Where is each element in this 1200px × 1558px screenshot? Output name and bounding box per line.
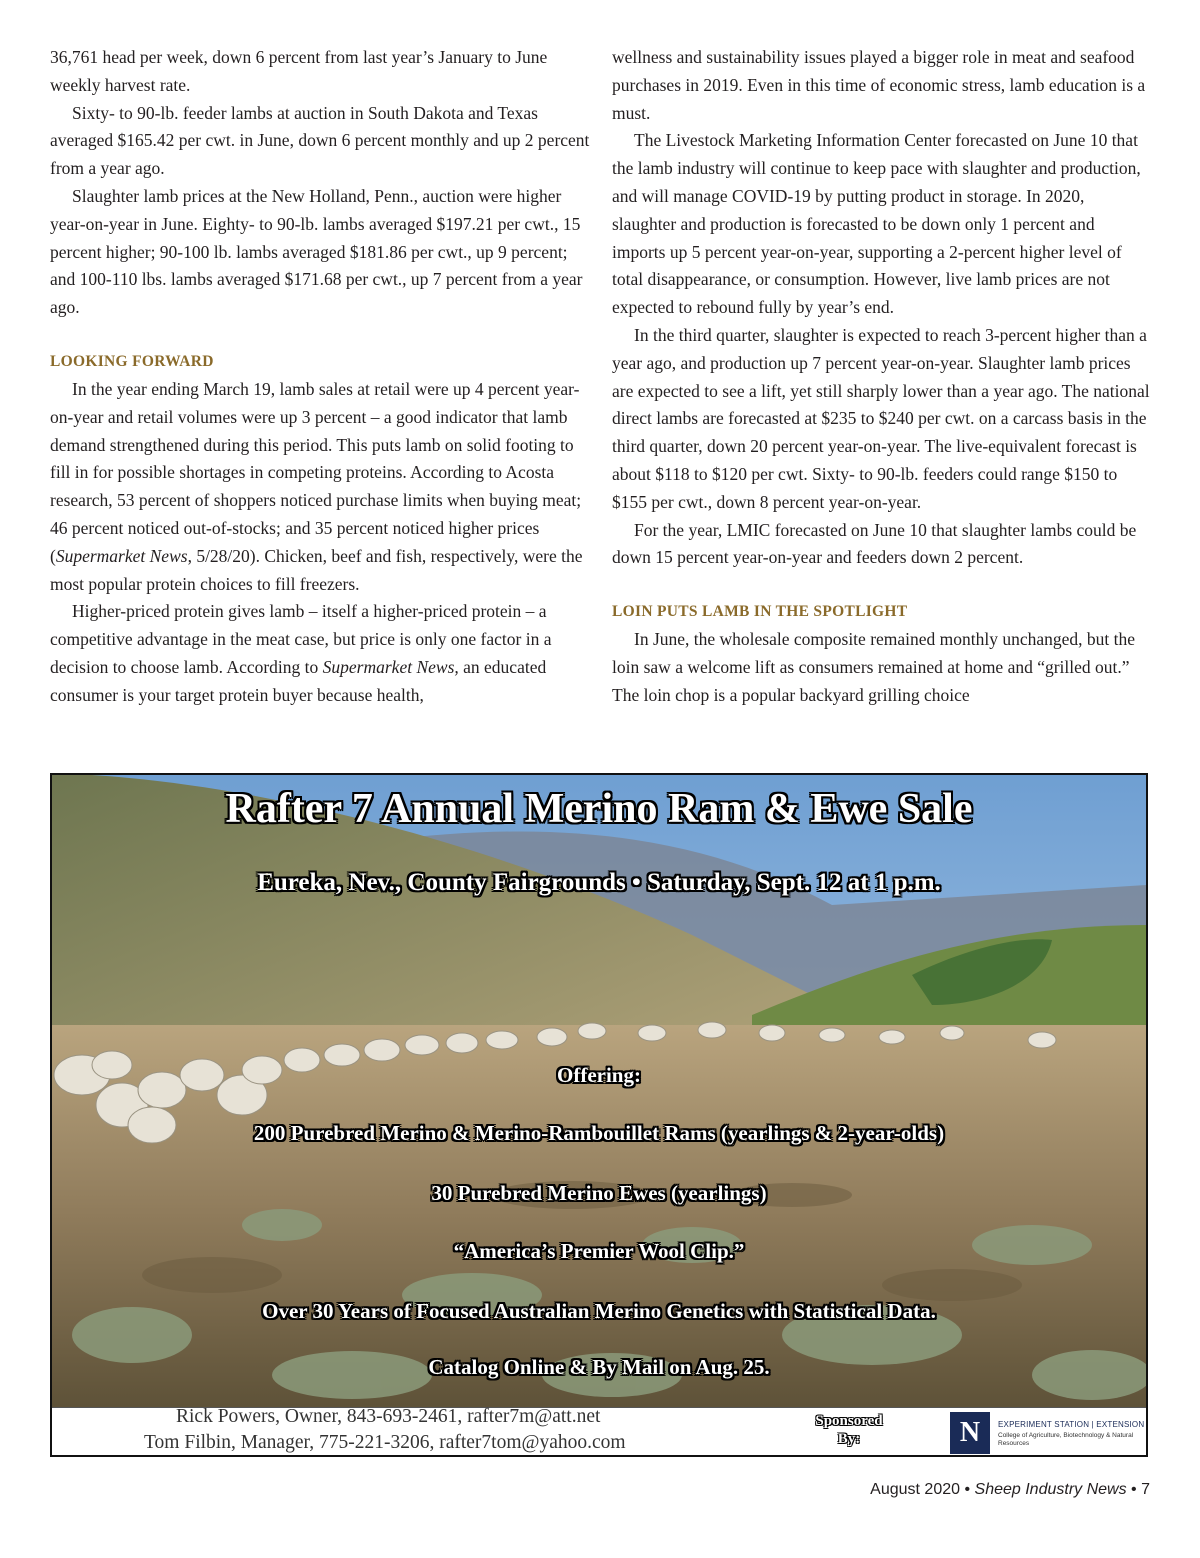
section-heading-loin-spotlight: LOIN PUTS LAMB IN THE SPOTLIGHT xyxy=(612,603,908,621)
ad-title: Rafter 7 Annual Merino Ram & Ewe Sale xyxy=(225,786,973,832)
publication-title: Sheep Industry News xyxy=(974,1481,1127,1498)
sponsored-by-label: Sponsored By: xyxy=(815,1413,883,1447)
rafter7-sale-advertisement xyxy=(50,773,1148,1457)
ad-offering-heading: Offering: xyxy=(557,1063,641,1087)
ad-genetics-line: Over 30 Years of Focused Australian Merino Genetics with Statistical Data. xyxy=(262,1299,936,1323)
ad-slogan: “America’s Premier Wool Clip.” xyxy=(453,1239,745,1263)
paragraph: In the third quarter, slaughter is expected to reach 3-percent higher than a year ago, and production up 7 percent year-on-year. Slaughter lamb prices are expected to see a lift, yet still sharply lower than a year ago. The national direct lambs are forecasted at $235 to $240 per cwt. on a carcass basis in the third quarter, down 20 percent year-on-year. The live-equivalent forecast is about $118 to $120 per cwt. Sixty- to 90-lb. feeders could range $150 to $155 per cwt., down 8 percent year-on-year. xyxy=(612,324,1150,512)
paragraph xyxy=(50,598,590,709)
ad-catalog-line: Catalog Online & By Mail on Aug. 25. xyxy=(428,1355,770,1379)
logo-line-2: College of Agriculture, Biotechnology & Natural Resources xyxy=(998,1432,1134,1447)
manager-contact: Tom Filbin, Manager, 775-221-3206, rafter7tom@yahoo.com xyxy=(144,1432,626,1453)
paragraph: In June, the wholesale composite remained monthly unchanged, but the loin saw a welcome lift as consumers remained at home and “grilled out.” The loin chop is a popular backyard grilling choice xyxy=(612,629,1136,705)
paragraph: 36,761 head per week, down 6 percent from last year’s January to June weekly harvest rate. xyxy=(50,47,548,95)
experiment-station-logo-text xyxy=(998,1420,1148,1448)
paragraph: wellness and sustainability issues played a bigger role in meat and seafood purchases in 2019. Even in this time of economic stress, lamb education is a must. xyxy=(612,47,1146,123)
owner-contact: Rick Powers, Owner, 843-693-2461, rafter7m@att.net xyxy=(176,1406,601,1427)
text-run: Higher-priced protein gives lamb – itself a higher-priced protein – a competitive advantage in the meat case, but price is only one factor in a decision to choose lamb. According to xyxy=(50,601,552,677)
text-run: In the year ending March 19, lamb sales at retail were up 4 percent year-on-year and retail volumes were up 3 percent – a good indicator that lamb demand strengthened during this period. This puts lamb on solid footing to fill in for possible shortages in competing proteins. According to Acosta research, 53 percent of shoppers noticed purchase limits when buying meat; 46 percent noticed out-of-stocks; and 35 percent noticed higher prices ( xyxy=(50,378,582,566)
paragraph: Sixty- to 90-lb. feeder lambs at auction in South Dakota and Texas averaged $165.42 per cwt. in June, down 6 percent monthly and up 2 percent from a year ago. xyxy=(50,102,590,179)
page-number: 7 xyxy=(1141,1481,1150,1498)
page-footer xyxy=(870,1481,1150,1499)
article-right-column xyxy=(612,44,1152,710)
ad-offering-ewes: 30 Purebred Merino Ewes (yearlings) xyxy=(431,1181,767,1205)
separator: • xyxy=(960,1481,975,1498)
section-heading-looking-forward: LOOKING FORWARD xyxy=(50,352,214,370)
paragraph xyxy=(50,376,590,598)
ad-contact-footer xyxy=(52,1407,1146,1456)
text-run: , 5/28/20). Chicken, beef and fish, respectively, were the most popular protein choices to fill freezers. xyxy=(50,545,583,594)
publication-name: Supermarket News xyxy=(55,545,188,566)
issue-date: August 2020 xyxy=(870,1481,961,1498)
logo-line-1: EXPERIMENT STATION | EXTENSION xyxy=(998,1420,1145,1429)
paragraph: The Livestock Marketing Information Center forecasted on June 10 that the lamb industry will continue to keep pace with slaughter and production, and will manage COVID-19 by putting product in storage. In 2020, slaughter and production is forecasted to be down only 1 percent and imports up 5 percent year-on-year, supporting a 2-percent higher level of total disappearance, or consumption. However, live lamb prices are not expected to rebound fully by year’s end. xyxy=(612,130,1141,318)
article-left-column xyxy=(50,44,590,710)
ad-subtitle: Eureka, Nev., County Fairgrounds • Saturday, Sept. 12 at 1 p.m. xyxy=(257,869,941,896)
paragraph: For the year, LMIC forecasted on June 10 that slaughter lambs could be down 15 percent year-on-year and feeders down 2 percent. xyxy=(612,519,1137,568)
separator: • xyxy=(1126,1481,1142,1498)
university-logo: N xyxy=(950,1412,990,1454)
text-run: an educated consumer is your target protein buyer because health, xyxy=(50,656,547,705)
paragraph: Slaughter lamb prices at the New Holland, Penn., auction were higher year-on-year in June. Eighty- to 90-lb. lambs averaged $197.21 per cwt., 15 percent higher; 90-100 lb. lambs averaged $181.86 per cwt., up 9 percent; and 100-110 lbs. lambs averaged $171.68 per cwt., up 7 percent from a year ago. xyxy=(50,185,583,318)
ad-offering-rams: 200 Purebred Merino & Merino-Rambouillet Rams (yearlings & 2-year-olds) xyxy=(253,1121,945,1145)
publication-name: Supermarket News, xyxy=(322,656,459,677)
